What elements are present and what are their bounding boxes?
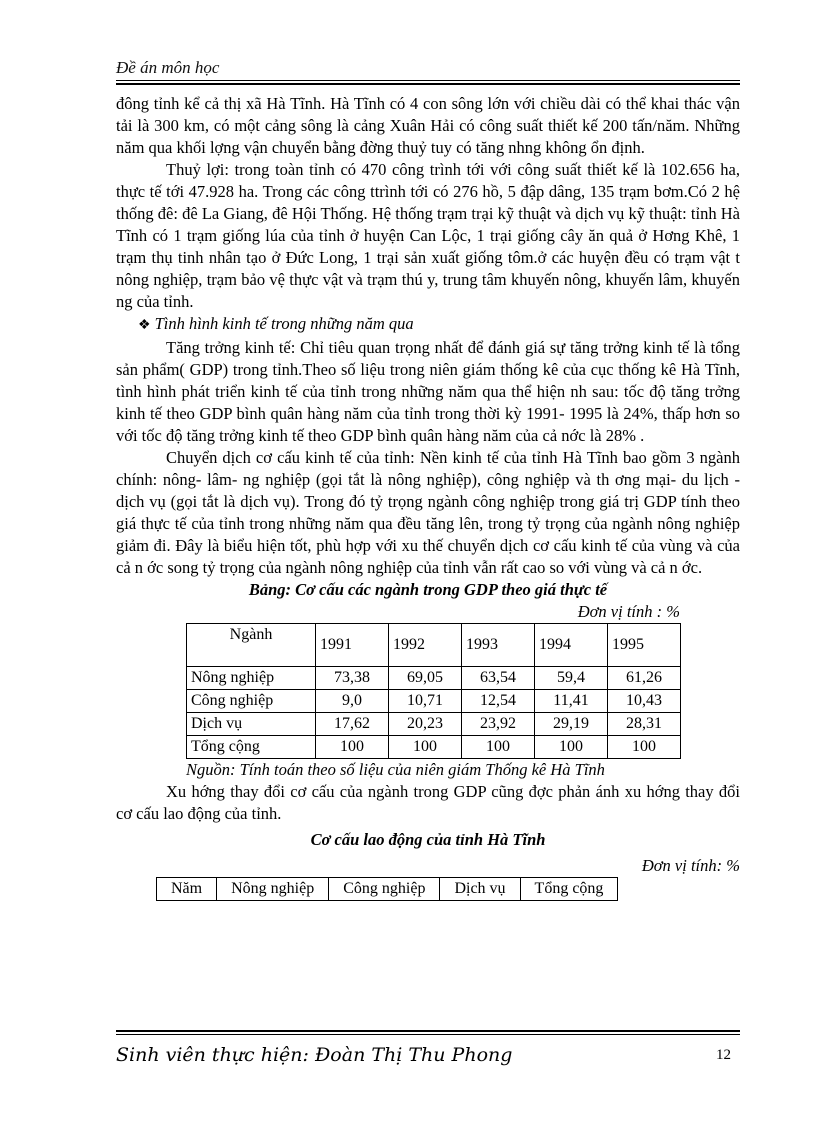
row-label: Công nghiệp <box>187 690 316 713</box>
paragraph-growth: Tăng trởng kinh tế: Chỉ tiêu quan trọng nhất để đánh giá sự tăng trởng kinh tế là tổng sản phẩm( GDP) trong tỉnh.Theo số liệu trong niên giám thống kê của cục thống kê Hà Tĩnh, tình hình phát triển kinh tế của tỉnh trong những năm qua thể hiện nh sau: tốc độ tăng trởng kinh tế theo GDP bình quân hàng năm của tỉnh trong thời kỳ 1991- 1995 là 24%, thấp hơn so với tốc độ tăng trởng kinh tế theo GDP bình quân hàng năm của cả nớc là 28% . <box>116 338 740 445</box>
column-header: Năm <box>157 878 217 901</box>
diamond-bullet-icon: ❖ <box>138 318 151 333</box>
table-cell: 73,38 <box>316 667 389 690</box>
table-cell: 100 <box>608 736 681 759</box>
table-cell: 59,4 <box>535 667 608 690</box>
paragraph-transport: đông tỉnh kể cả thị xã Hà Tĩnh. Hà Tĩnh có 4 con sông lớn với chiều dài có thể khai thác vận tải là 300 km, có một cảng sông là cảng Xuân Hải có công suất thiết kế 200 tấn/năm. Những năm qua khối lợng vận chuyển bằng đờng thuỷ tuy có tăng nhng không ổn định. <box>116 94 740 157</box>
header-rule-thin <box>116 80 740 81</box>
table-cell: 29,19 <box>535 713 608 736</box>
column-header: Nông nghiệp <box>217 878 329 901</box>
table-row <box>187 736 681 759</box>
year-header: 1992 <box>389 624 462 667</box>
table-cell: 100 <box>389 736 462 759</box>
footer-rule-thick <box>116 1030 740 1032</box>
year-header: 1991 <box>316 624 389 667</box>
year-header: 1995 <box>608 624 681 667</box>
table-cell: 100 <box>535 736 608 759</box>
labor-table-unit: Đơn vị tính: % <box>641 856 740 875</box>
labor-table-caption: Cơ cấu lao động của tỉnh Hà Tĩnh <box>310 830 546 849</box>
labor-structure-table <box>156 877 618 901</box>
column-header: Tổng cộng <box>520 878 618 901</box>
row-label: Tổng cộng <box>187 736 316 759</box>
year-header: 1993 <box>462 624 535 667</box>
table-cell: 12,54 <box>462 690 535 713</box>
row-label: Nông nghiệp <box>187 667 316 690</box>
column-header: Công nghiệp <box>329 878 440 901</box>
column-header: Dịch vụ <box>440 878 520 901</box>
table-cell: 61,26 <box>608 667 681 690</box>
table-cell: 10,43 <box>608 690 681 713</box>
gdp-structure-table <box>186 623 681 759</box>
table-cell: 63,54 <box>462 667 535 690</box>
page-number: 12 <box>716 1047 731 1063</box>
page-header-title: Đề án môn học <box>116 58 220 77</box>
gdp-table-caption: Bảng: Cơ cấu các ngành trong GDP theo giá thực tế <box>248 580 608 599</box>
year-header: 1994 <box>535 624 608 667</box>
table-cell: 100 <box>316 736 389 759</box>
footer-rule-thin <box>116 1034 740 1035</box>
document-body <box>116 93 740 901</box>
table-cell: 20,23 <box>389 713 462 736</box>
table-header-row <box>187 624 681 667</box>
table-cell: 100 <box>462 736 535 759</box>
table-cell: 69,05 <box>389 667 462 690</box>
section-heading <box>138 313 740 337</box>
table-cell: 28,31 <box>608 713 681 736</box>
table-cell: 9,0 <box>316 690 389 713</box>
row-label: Dịch vụ <box>187 713 316 736</box>
table-cell: 23,92 <box>462 713 535 736</box>
section-heading-text: Tình hình kinh tế trong những năm qua <box>154 314 414 333</box>
table-corner-header: Ngành <box>187 624 316 667</box>
table-cell: 17,62 <box>316 713 389 736</box>
paragraph-structure: Chuyển dịch cơ cấu kinh tế của tỉnh: Nền kinh tế của tỉnh Hà Tĩnh bao gồm 3 ngành chính: nông- lâm- ng nghiệp (gọi tắt là nông nghiệp), công nghiệp và th ơng mại- du lịch - dịch vụ (gọi tắt là dịch vụ). Trong đó tỷ trọng ngành công nghiệp trong giá trị GDP tính theo giá thực tế của tỉnh trong những năm qua đều tăng lên, trong tỷ trọng của ngành nông nghiệp giảm đi. Đây là biểu hiện tốt, phù hợp với xu thế chuyển dịch cơ cấu kinh tế của vùng và của cả n ớc song tỷ trọng của ngành nông nghiệp của tỉnh vẫn rất cao so với vùng và cả n ớc. <box>116 448 740 577</box>
footer-author: Sinh viên thực hiện: Đoàn Thị Thu Phong <box>116 1044 513 1066</box>
table-row <box>187 713 681 736</box>
table-cell: 11,41 <box>535 690 608 713</box>
table-row <box>187 667 681 690</box>
table-header-row <box>157 878 618 901</box>
gdp-table-unit: Đơn vị tính : % <box>577 602 680 621</box>
table-row <box>187 690 681 713</box>
paragraph-irrigation: Thuỷ lợi: trong toàn tỉnh có 470 công trình tới với công suất thiết kế là 102.656 ha, thực tế tới 47.928 ha. Trong các công ttrình tới có 276 hồ, 5 đập dâng, 135 trạm bơm.Có 2 hệ thống đê: đê La Giang, đê Hội Thống. Hệ thống trạm trại kỹ thuật và dịch vụ kỹ thuật: tỉnh Hà Tĩnh có 1 trạm giống lúa của tỉnh ở huyện Can Lộc, 1 trại giống cây ăn quả ở Hơng Khê, 1 trạm thụ tinh nhân tạo ở Đức Long, 1 trại sản xuất giống tôm.ở các huyện đều có trạm vật t nông nghiệp, trạm bảo vệ thực vật và trạm thú y, trung tâm khuyến nông, khuyến lâm, khuyến ng của tỉnh. <box>116 160 740 311</box>
header-rule-thick <box>116 83 740 85</box>
paragraph-labor-trend: Xu hớng thay đổi cơ cấu của ngành trong GDP cũng đợc phản ánh xu hớng thay đổi cơ cấu lao động của tỉnh. <box>116 782 740 823</box>
table-cell: 10,71 <box>389 690 462 713</box>
gdp-table-source: Nguồn: Tính toán theo số liệu của niên giám Thống kê Hà Tĩnh <box>186 760 605 779</box>
